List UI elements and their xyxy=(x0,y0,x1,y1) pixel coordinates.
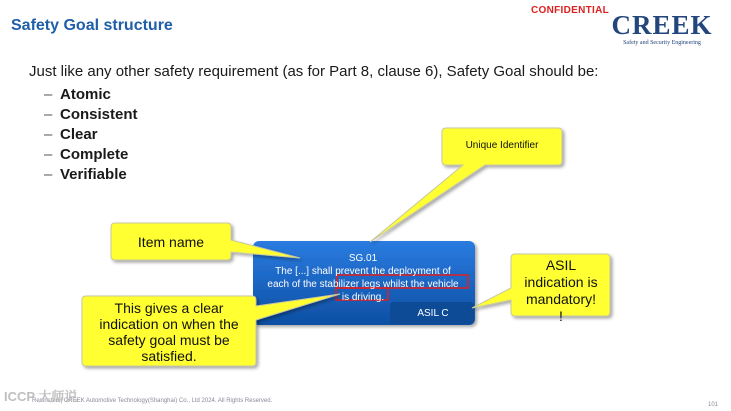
goal-line-2a: each of the stabilizer legs xyxy=(267,279,381,290)
intro-text: Just like any other safety requirement (as for Part 8, clause 6), Safety Goal should be: xyxy=(29,63,599,80)
watermark: ICCP 大师说 xyxy=(4,389,78,404)
clear-text-line: safety goal must be xyxy=(108,332,230,348)
safety-goal-text xyxy=(254,252,472,304)
clear-text-line: This gives a clear xyxy=(114,300,224,316)
confidential-label: CONFIDENTIAL xyxy=(531,5,610,16)
dash-marker: – xyxy=(44,146,53,163)
asil-callout-text xyxy=(513,257,609,325)
clear-text-line: indication on when the xyxy=(99,316,239,332)
dash-marker: – xyxy=(44,106,53,123)
bullet-label: Clear xyxy=(60,126,98,143)
page-number: 101 xyxy=(708,402,719,408)
goal-id: SG.01 xyxy=(348,253,378,264)
unique-identifier-text: Unique Identifier xyxy=(465,140,539,151)
goal-line-2 xyxy=(254,278,472,291)
goal-line-2b: whilst the vehicle xyxy=(383,279,459,290)
asil-text-line: ASIL xyxy=(545,257,577,273)
logo-tagline: Safety and Security Engineering xyxy=(623,40,701,46)
asil-text-line: ! xyxy=(559,308,563,324)
item-name-text: Item name xyxy=(137,234,205,250)
asil-text-line: indication is xyxy=(524,274,598,290)
dash-marker: – xyxy=(44,86,53,103)
goal-line-3: is driving. xyxy=(341,292,385,303)
bullet-label: Verifiable xyxy=(60,166,127,183)
bullet-label: Complete xyxy=(60,146,129,163)
dash-marker: – xyxy=(44,126,53,143)
bullet-label: Consistent xyxy=(60,106,138,123)
asil-label: ASIL C xyxy=(417,308,449,319)
clear-indication-text xyxy=(84,300,254,364)
logo-wordmark: CREEK xyxy=(611,10,713,40)
clear-text-line: satisfied. xyxy=(141,348,197,364)
slide-title: Safety Goal structure xyxy=(11,17,173,34)
asil-text-line: mandatory! xyxy=(525,291,597,307)
goal-line-1: The [...] shall prevent the deployment of xyxy=(275,266,451,277)
bullet-label: Atomic xyxy=(60,86,111,103)
dash-marker: – xyxy=(44,166,53,183)
copyright-footer: Restricted | CREEK Automotive Technology(Shanghai) Co., Ltd 2024. All Rights Reserved. xyxy=(32,398,273,404)
